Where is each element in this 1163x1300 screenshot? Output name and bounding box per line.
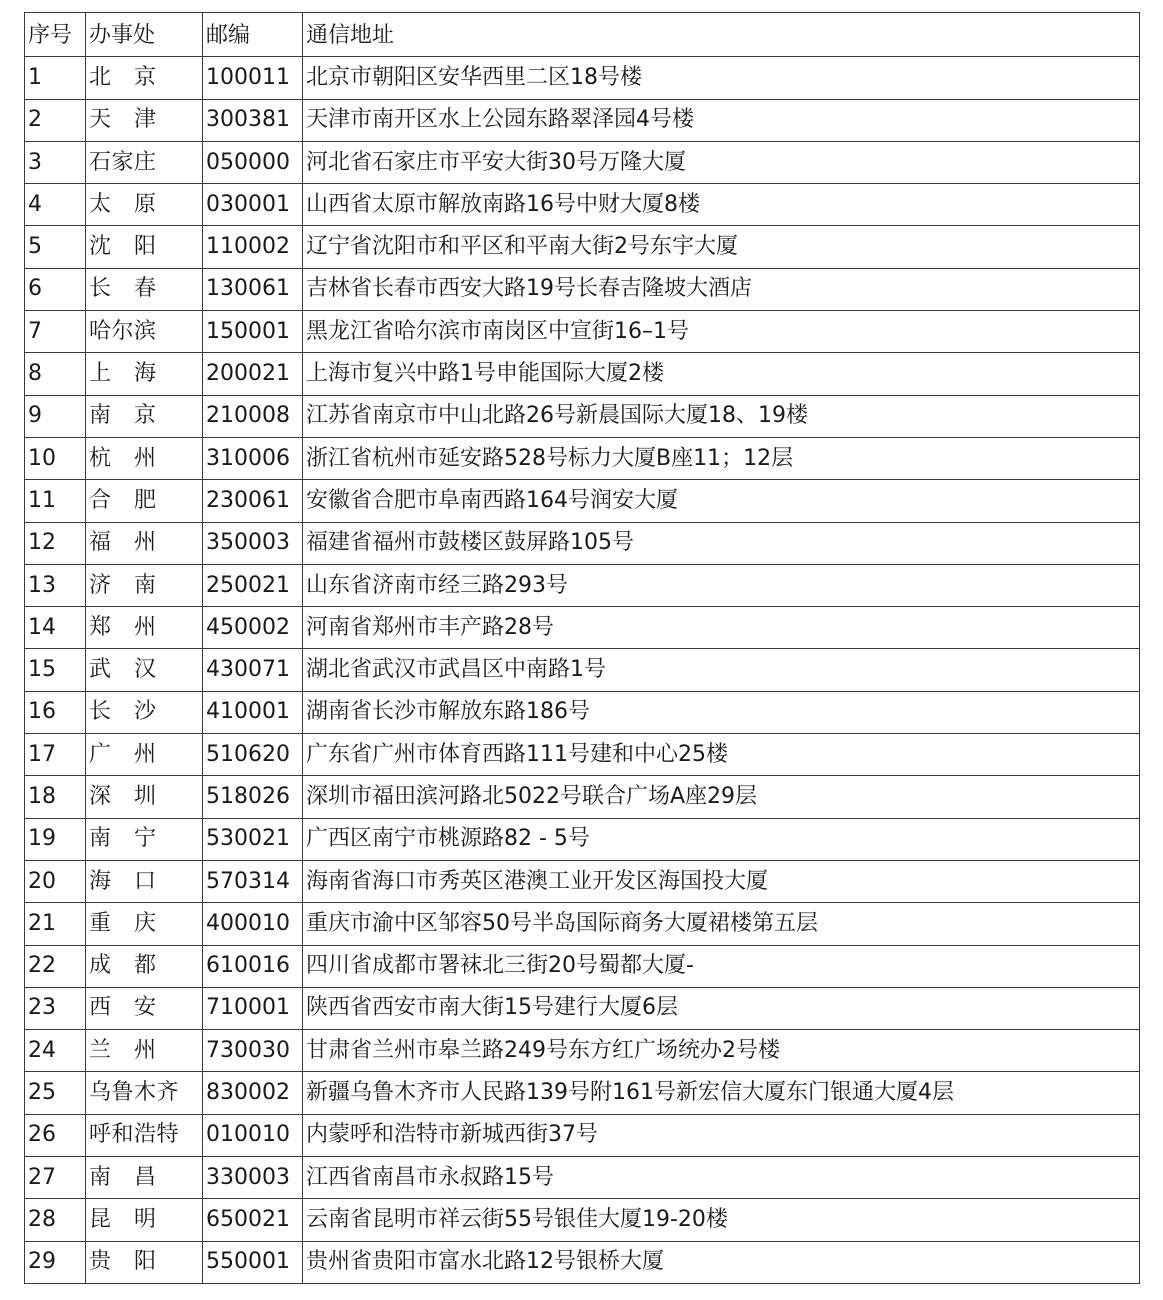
table-row: [25, 1072, 1140, 1114]
office-name: 重 庆: [86, 903, 203, 945]
postcode: 100011: [203, 57, 303, 99]
table-row: [25, 395, 1140, 437]
table-row: [25, 480, 1140, 522]
office-table-container: [24, 12, 1139, 1284]
address: 甘肃省兰州市皋兰路249号东方红广场统办2号楼: [303, 1030, 1140, 1072]
row-index: 27: [25, 1157, 86, 1199]
address: 新疆乌鲁木齐市人民路139号附161号新宏信大厦东门银通大厦4层: [303, 1072, 1140, 1114]
address: 海南省海口市秀英区港澳工业开发区海国投大厦: [303, 860, 1140, 902]
row-index: 25: [25, 1072, 86, 1114]
office-name: 呼和浩特: [86, 1114, 203, 1156]
postcode: 550001: [203, 1241, 303, 1283]
address: 辽宁省沈阳市和平区和平南大街2号东宇大厦: [303, 226, 1140, 268]
office-name: 长 沙: [86, 691, 203, 733]
table-row: [25, 649, 1140, 691]
office-name: 西 安: [86, 987, 203, 1029]
table-row: [25, 818, 1140, 860]
office-name: 福 州: [86, 522, 203, 564]
table-row: [25, 903, 1140, 945]
header-address: 通信地址: [303, 13, 1140, 57]
address: 广东省广州市体育西路111号建和中心25楼: [303, 734, 1140, 776]
address: 山西省太原市解放南路16号中财大厦8楼: [303, 184, 1140, 226]
table-row: [25, 99, 1140, 141]
office-name: 深 圳: [86, 776, 203, 818]
office-name: 南 京: [86, 395, 203, 437]
address: 天津市南开区水上公园东路翠泽园4号楼: [303, 99, 1140, 141]
office-name: 兰 州: [86, 1030, 203, 1072]
postcode: 210008: [203, 395, 303, 437]
postcode: 410001: [203, 691, 303, 733]
address: 河北省石家庄市平安大街30号万隆大厦: [303, 141, 1140, 183]
postcode: 310006: [203, 437, 303, 479]
address: 浙江省杭州市延安路528号标力大厦B座11；12层: [303, 437, 1140, 479]
office-name: 杭 州: [86, 437, 203, 479]
header-postcode: 邮编: [203, 13, 303, 57]
address: 湖南省长沙市解放东路186号: [303, 691, 1140, 733]
address: 上海市复兴中路1号申能国际大厦2楼: [303, 353, 1140, 395]
row-index: 10: [25, 437, 86, 479]
office-name: 太 原: [86, 184, 203, 226]
postcode: 110002: [203, 226, 303, 268]
table-row: [25, 1030, 1140, 1072]
table-row: [25, 311, 1140, 353]
address: 四川省成都市署袜北三街20号蜀都大厦-: [303, 945, 1140, 987]
address: 湖北省武汉市武昌区中南路1号: [303, 649, 1140, 691]
row-index: 14: [25, 607, 86, 649]
postcode: 610016: [203, 945, 303, 987]
table-row: [25, 522, 1140, 564]
table-row: [25, 57, 1140, 99]
table-body: [25, 57, 1140, 1284]
row-index: 16: [25, 691, 86, 733]
office-name: 海 口: [86, 860, 203, 902]
row-index: 24: [25, 1030, 86, 1072]
address: 广西区南宁市桃源路82 - 5号: [303, 818, 1140, 860]
office-name: 广 州: [86, 734, 203, 776]
table-row: [25, 860, 1140, 902]
address: 黑龙江省哈尔滨市南岗区中宣街16–1号: [303, 311, 1140, 353]
table-row: [25, 987, 1140, 1029]
row-index: 6: [25, 268, 86, 310]
postcode: 650021: [203, 1199, 303, 1241]
table-row: [25, 607, 1140, 649]
row-index: 26: [25, 1114, 86, 1156]
address: 内蒙呼和浩特市新城西街37号: [303, 1114, 1140, 1156]
address: 河南省郑州市丰产路28号: [303, 607, 1140, 649]
postcode: 710001: [203, 987, 303, 1029]
table-row: [25, 141, 1140, 183]
postcode: 150001: [203, 311, 303, 353]
office-name: 贵 阳: [86, 1241, 203, 1283]
row-index: 20: [25, 860, 86, 902]
table-row: [25, 184, 1140, 226]
postcode: 130061: [203, 268, 303, 310]
postcode: 050000: [203, 141, 303, 183]
address: 吉林省长春市西安大路19号长春吉隆坡大酒店: [303, 268, 1140, 310]
row-index: 3: [25, 141, 86, 183]
row-index: 7: [25, 311, 86, 353]
table-row: [25, 734, 1140, 776]
postcode: 300381: [203, 99, 303, 141]
postcode: 518026: [203, 776, 303, 818]
postcode: 430071: [203, 649, 303, 691]
postcode: 030001: [203, 184, 303, 226]
postcode: 400010: [203, 903, 303, 945]
postcode: 230061: [203, 480, 303, 522]
office-name: 长 春: [86, 268, 203, 310]
office-name: 哈尔滨: [86, 311, 203, 353]
office-name: 乌鲁木齐: [86, 1072, 203, 1114]
address: 重庆市渝中区邹容50号半岛国际商务大厦裙楼第五层: [303, 903, 1140, 945]
table-row: [25, 1114, 1140, 1156]
table-row: [25, 268, 1140, 310]
table-row: [25, 564, 1140, 606]
postcode: 510620: [203, 734, 303, 776]
office-name: 郑 州: [86, 607, 203, 649]
address: 云南省昆明市祥云街55号银佳大厦19-20楼: [303, 1199, 1140, 1241]
postcode: 570314: [203, 860, 303, 902]
office-name: 成 都: [86, 945, 203, 987]
address: 北京市朝阳区安华西里二区18号楼: [303, 57, 1140, 99]
table-row: [25, 776, 1140, 818]
row-index: 29: [25, 1241, 86, 1283]
table-row: [25, 1157, 1140, 1199]
row-index: 2: [25, 99, 86, 141]
row-index: 4: [25, 184, 86, 226]
row-index: 1: [25, 57, 86, 99]
office-name: 武 汉: [86, 649, 203, 691]
row-index: 12: [25, 522, 86, 564]
office-name: 北 京: [86, 57, 203, 99]
postcode: 330003: [203, 1157, 303, 1199]
table-row: [25, 691, 1140, 733]
row-index: 21: [25, 903, 86, 945]
office-name: 济 南: [86, 564, 203, 606]
postcode: 250021: [203, 564, 303, 606]
row-index: 17: [25, 734, 86, 776]
address: 江苏省南京市中山北路26号新晨国际大厦18、19楼: [303, 395, 1140, 437]
row-index: 28: [25, 1199, 86, 1241]
office-name: 南 昌: [86, 1157, 203, 1199]
address: 陕西省西安市南大街15号建行大厦6层: [303, 987, 1140, 1029]
postcode: 450002: [203, 607, 303, 649]
office-name: 石家庄: [86, 141, 203, 183]
address: 山东省济南市经三路293号: [303, 564, 1140, 606]
address: 福建省福州市鼓楼区鼓屏路105号: [303, 522, 1140, 564]
office-name: 南 宁: [86, 818, 203, 860]
row-index: 23: [25, 987, 86, 1029]
table-row: [25, 437, 1140, 479]
row-index: 8: [25, 353, 86, 395]
table-row: [25, 226, 1140, 268]
row-index: 18: [25, 776, 86, 818]
row-index: 11: [25, 480, 86, 522]
address: 深圳市福田滨河路北5022号联合广场A座29层: [303, 776, 1140, 818]
postcode: 200021: [203, 353, 303, 395]
address: 贵州省贵阳市富水北路12号银桥大厦: [303, 1241, 1140, 1283]
office-name: 天 津: [86, 99, 203, 141]
header-index: 序号: [25, 13, 86, 57]
office-address-table: [24, 12, 1140, 1284]
office-name: 上 海: [86, 353, 203, 395]
office-name: 昆 明: [86, 1199, 203, 1241]
row-index: 13: [25, 564, 86, 606]
row-index: 15: [25, 649, 86, 691]
address: 江西省南昌市永叔路15号: [303, 1157, 1140, 1199]
row-index: 5: [25, 226, 86, 268]
table-row: [25, 1241, 1140, 1283]
table-row: [25, 353, 1140, 395]
table-header-row: [25, 13, 1140, 57]
postcode: 350003: [203, 522, 303, 564]
address: 安徽省合肥市阜南西路164号润安大厦: [303, 480, 1140, 522]
table-row: [25, 1199, 1140, 1241]
row-index: 19: [25, 818, 86, 860]
row-index: 9: [25, 395, 86, 437]
postcode: 010010: [203, 1114, 303, 1156]
office-name: 合 肥: [86, 480, 203, 522]
postcode: 730030: [203, 1030, 303, 1072]
row-index: 22: [25, 945, 86, 987]
office-name: 沈 阳: [86, 226, 203, 268]
header-office: 办事处: [86, 13, 203, 57]
postcode: 830002: [203, 1072, 303, 1114]
postcode: 530021: [203, 818, 303, 860]
table-row: [25, 945, 1140, 987]
